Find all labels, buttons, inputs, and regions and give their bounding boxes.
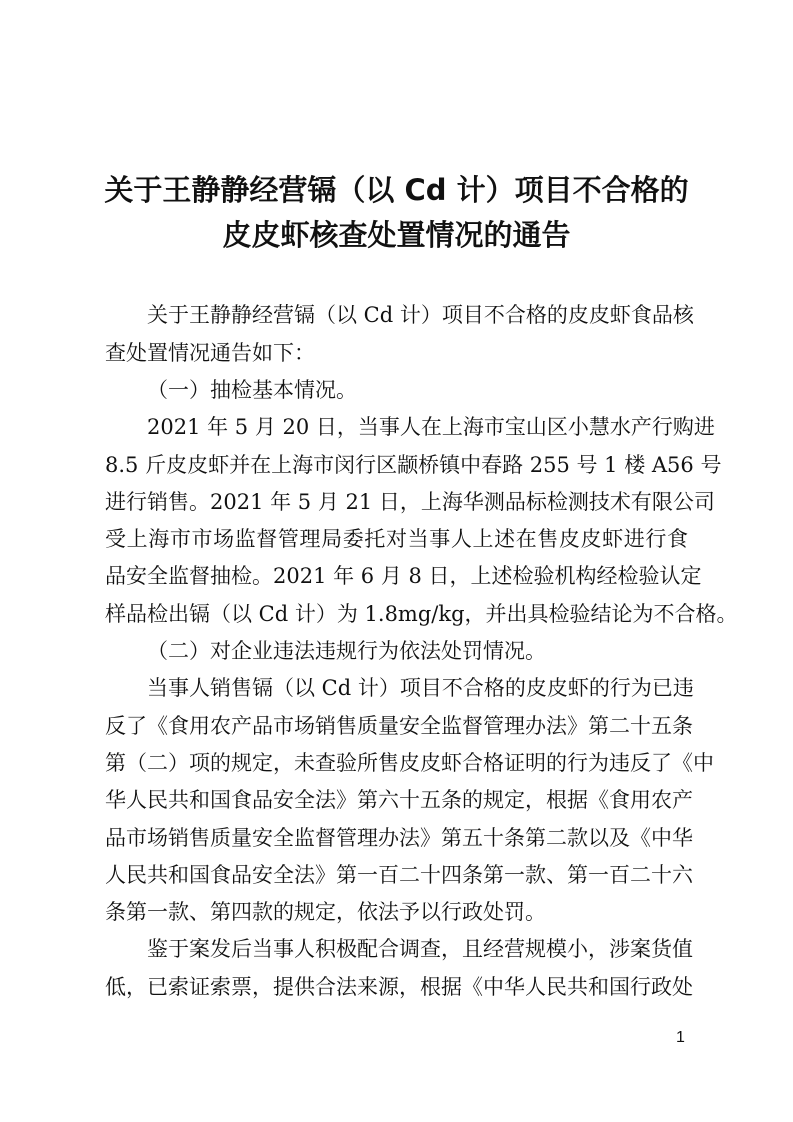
page-number: 1 [676,1029,685,1046]
body-line: 关于王静静经营镉（以 Cd 计）项目不合格的皮皮虾食品核 [147,303,694,327]
body-line: 人民共和国食品安全法》第一百二十四条第一款、第一百二十六 [105,863,693,887]
body-line: 低，已索证索票，提供合法来源，根据《中华人民共和国行政处 [105,975,693,999]
body-line: 当事人销售镉（以 Cd 计）项目不合格的皮皮虾的行为已违 [147,676,694,700]
body-line: 进行销售。2021 年 5 月 21 日，上海华测品标检测技术有限公司 [105,490,715,514]
body-line: 华人民共和国食品安全法》第六十五条的规定，根据《食用农产 [105,788,693,812]
body-line: 2021 年 5 月 20 日，当事人在上海市宝山区小慧水产行购进 [147,415,715,439]
section-heading: （二）对企业违法违规行为依法处罚情况。 [147,639,546,663]
body-line: 鉴于案发后当事人积极配合调查，且经营规模小，涉案货值 [147,937,693,961]
title-line-2: 皮皮虾核查处置情况的通告 [222,218,571,252]
body-line: 第（二）项的规定，未查验所售皮皮虾合格证明的行为违反了《中 [105,751,714,775]
section-heading: （一）抽检基本情况。 [147,378,357,402]
body-line: 样品检出镉（以 Cd 计）为 1.8mg/kg，并出具检验结论为不合格。 [105,602,738,626]
body-line: 条第一款、第四款的规定，依法予以行政处罚。 [105,900,546,924]
body-line: 查处置情况通告如下： [105,341,315,365]
body-line: 品市场销售质量安全监督管理办法》第五十条第二款以及《中华 [105,826,693,850]
body-line: 受上海市市场监督管理局委托对当事人上述在售皮皮虾进行食 [105,527,688,551]
body-line: 反了《食用农产品市场销售质量安全监督管理办法》第二十五条 [105,714,693,738]
body-line: 8.5 斤皮皮虾并在上海市闵行区颛桥镇中春路 255 号 1 楼 A56 号 [105,453,722,477]
title-line-1: 关于王静静经营镉（以 Cd 计）项目不合格的 [104,173,689,207]
body-line: 品安全监督抽检。2021 年 6 月 8 日，上述检验机构经检验认定 [105,564,702,588]
